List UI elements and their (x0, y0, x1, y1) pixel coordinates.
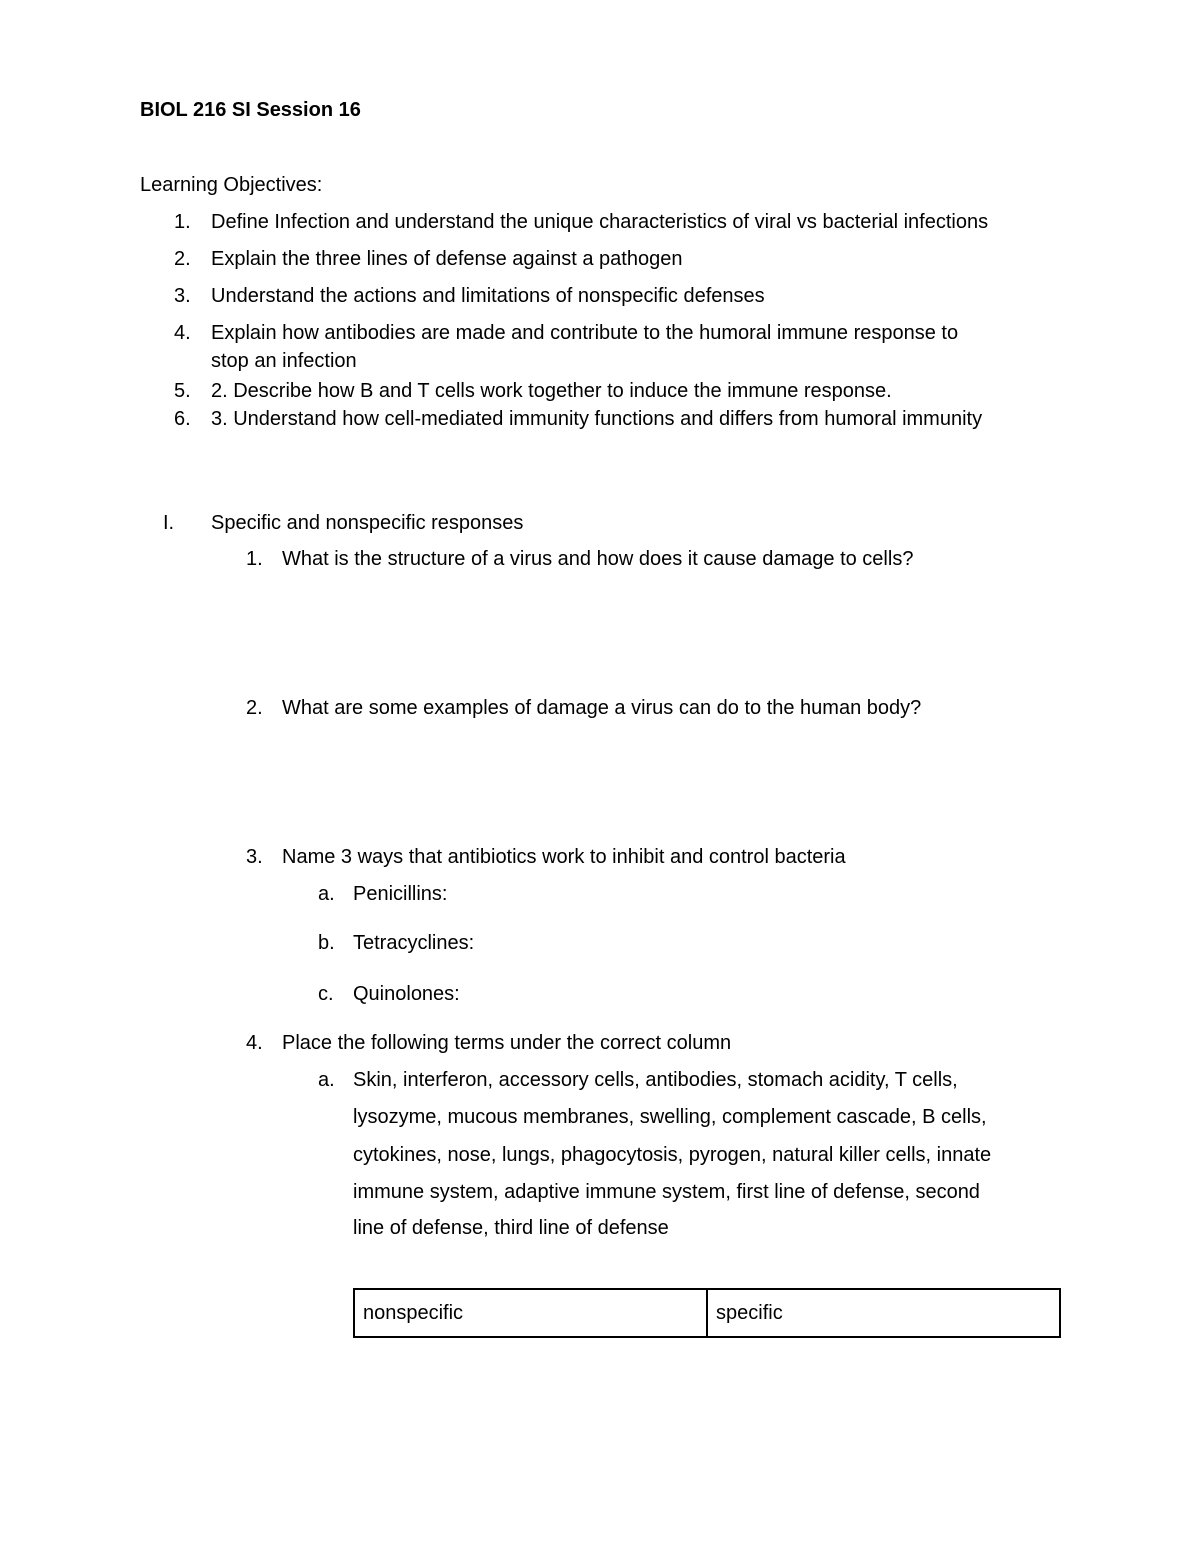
section-heading: Specific and nonspecific responses (211, 512, 524, 534)
question-number: 3. (246, 846, 263, 868)
question-text: Place the following terms under the correct column (282, 1032, 732, 1054)
objective-number: 6. (174, 408, 191, 430)
objective-text: 2. Describe how B and T cells work together to induce the immune response. (211, 380, 892, 402)
term-list-line: cytokines, nose, lungs, phagocytosis, pyrogen, natural killer cells, innate (353, 1144, 992, 1166)
objective-text-continued: stop an infection (211, 350, 357, 372)
subitem-letter: b. (318, 932, 335, 954)
term-list-line: lysozyme, mucous membranes, swelling, complement cascade, B cells, (353, 1106, 987, 1128)
question-text: Name 3 ways that antibiotics work to inhibit and control bacteria (282, 846, 846, 868)
term-list-line: line of defense, third line of defense (353, 1217, 669, 1239)
subitem-letter: c. (318, 983, 334, 1005)
subitem-text: Quinolones: (353, 983, 460, 1005)
objective-text: Define Infection and understand the unique characteristics of viral vs bacterial infections (211, 211, 989, 233)
subitem-text: Tetracyclines: (353, 932, 475, 954)
objective-text: Explain the three lines of defense against a pathogen (211, 248, 683, 270)
question-number: 1. (246, 548, 263, 570)
subitem-text: Penicillins: (353, 883, 448, 905)
table-header-nonspecific: nonspecific (354, 1289, 707, 1337)
question-number: 4. (246, 1032, 263, 1054)
term-list-line: immune system, adaptive immune system, first line of defense, second (353, 1181, 980, 1203)
table-header-specific: specific (707, 1289, 1060, 1337)
question-number: 2. (246, 697, 263, 719)
subitem-letter: a. (318, 883, 335, 905)
objective-text: Explain how antibodies are made and contribute to the humoral immune response to (211, 322, 959, 344)
table-row (354, 1289, 1060, 1337)
objective-number: 1. (174, 211, 191, 233)
objective-number: 2. (174, 248, 191, 270)
objective-number: 3. (174, 285, 191, 307)
term-list-line: Skin, interferon, accessory cells, antibodies, stomach acidity, T cells, (353, 1069, 958, 1091)
subitem-letter: a. (318, 1069, 335, 1091)
sorting-table (353, 1288, 1061, 1338)
objective-number: 4. (174, 322, 191, 344)
objective-text: 3. Understand how cell-mediated immunity functions and differs from humoral immunity (211, 408, 983, 430)
question-text: What are some examples of damage a virus can do to the human body? (282, 697, 922, 719)
page-title: BIOL 216 SI Session 16 (140, 99, 361, 121)
question-text: What is the structure of a virus and how does it cause damage to cells? (282, 548, 914, 570)
section-number: I. (163, 512, 175, 534)
objectives-heading: Learning Objectives: (140, 174, 323, 196)
objective-text: Understand the actions and limitations of nonspecific defenses (211, 285, 765, 307)
objective-number: 5. (174, 380, 191, 402)
